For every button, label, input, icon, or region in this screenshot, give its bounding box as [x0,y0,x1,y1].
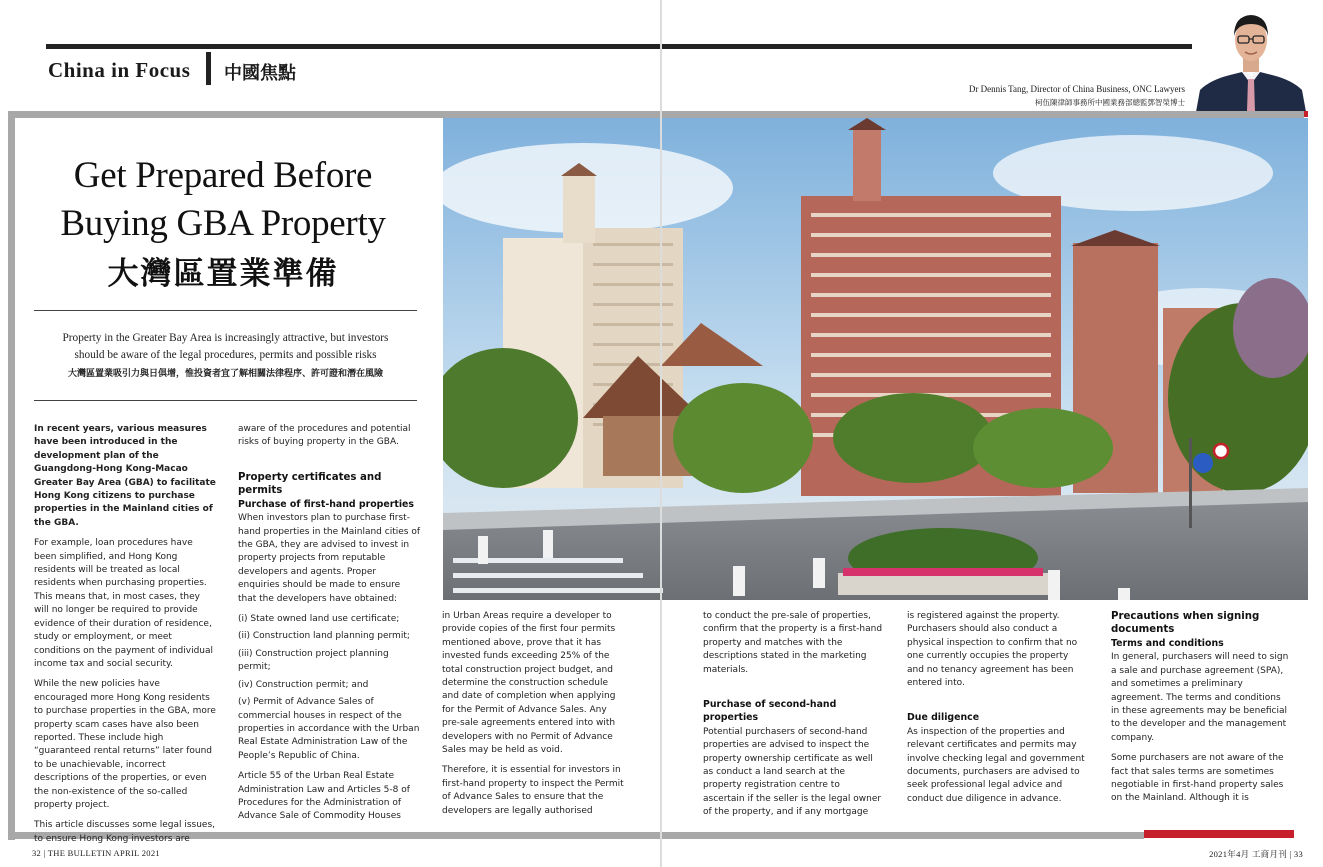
list-item: (ii) Construction land planning permit; [238,631,410,642]
body-column-2 [238,423,420,831]
footer-right-folio: 2021年4月 工商月刊 | 33 [1209,849,1303,859]
author-byline-en: Dr Dennis Tang, Director of China Business, ONC Lawyers [968,84,1185,94]
section-title-separator [206,52,211,85]
header-rule-left [46,44,660,49]
page-gutter [660,0,662,867]
section-title-cn: 中國焦點 [224,63,296,84]
author-byline-cn: 柯伍陳律師事務所中國業務部總監鄧智榮博士 [1035,98,1185,107]
body-column-1 [34,423,216,853]
spacer [907,697,1087,711]
body-column-3 [442,610,626,825]
paragraph: is registered against the property. Purchasers should also conduct a physical inspection to confirm that no one currently occupies the property and no tenancy agreement has been entered into. [907,611,1078,689]
article-subtitle-cn: 大灣區置業吸引力與日俱增，惟投資者宜了解相關法律程序、許可證和潛在風險 [67,369,383,379]
title-rule-top [34,310,417,311]
list-item: (iv) Construction permit; and [238,679,369,690]
section-title-en: China in Focus [48,58,191,82]
header-rule-right [662,44,1192,49]
body-column-5 [907,610,1087,813]
feature-photo [443,118,1308,600]
body-column-6 [1111,610,1291,813]
subsection-heading: Terms and conditions [1111,638,1224,649]
article-title-line1: Get Prepared Before [73,155,373,196]
paragraph: This article discusses some legal issues, to ensure Hong Kong investors are [34,820,216,844]
subsection-heading: Due diligence [907,712,980,724]
spacer [703,684,883,698]
paragraph: aware of the procedures and potential risks of buying property in the GBA. [238,424,411,448]
list-item: (v) Permit of Advance Sales of commercial houses in respect of the properties in accordance with the Urban Real Estate Administration Law of the People’s Republic of China. [238,697,420,761]
paragraph: As inspection of the properties and relevant certificates and permits may involve checking legal and government documents, purchasers are advised to seek professional legal advice and conduct due diligence in advance. [907,726,1085,804]
paragraph: When investors plan to purchase first-hand properties in the Mainland cities of the GBA, they are advised to invest in property projects from reputable developers and agents. Proper enquiries should be made to ensure that the developers have obtained: [238,513,420,604]
paragraph: in Urban Areas require a developer to provide copies of the first four permits mentioned above, prove that it has invested funds exceeding 25% of the total construction project budget, and determine the construction schedule and date of completion when applying for the Permit of Advance Sales. Any pre-sale agreements entered into with developers with no Permit of Advance Sales may be held as void. [442,611,616,756]
paragraph: In general, purchasers will need to sign a sale and purchase agreement (SPA), and sometimes a preliminary agreement. The terms and conditions in these agreements may be beneficial to the developer and the management company. [1111,652,1289,743]
paragraph: While the new policies have encouraged more Hong Kong residents to purchase properties in the GBA, more property scam cases have also been reported. These include high “guaranteed rental returns” later found to be unachievable, incorrect descriptions of the properties, or even the non-existence of the so-called property project. [34,679,216,810]
article-title-cn: 大灣區置業準備 [107,256,339,292]
article-subtitle [34,330,417,364]
paragraph: For example, loan procedures have been simplified, and Hong Kong residents will be treated as local residents when purchasing properties. This means that, in most cases, they will no longer be required to provide evidence of their duration of residence, study or employment, or meet conditions on the payment of individual income tax and social security. [34,538,214,669]
author-portrait [1196,2,1306,112]
article-title-line2: Buying GBA Property [60,203,386,244]
footer-left-folio: 32 | THE BULLETIN APRIL 2021 [32,848,160,858]
frame-accent-bar [1144,830,1294,838]
paragraph: Potential purchasers of second-hand properties are advised to inspect the property ownership certificate as well as conduct a land search at the property registration centre to ascertain if the seller is the legal owner of the property, and if any mortgage [703,726,882,818]
section-heading: Property certificates and permits [238,471,382,496]
paragraph: Therefore, it is essential for investors in first-hand property to inspect the Permit of Advance Sales to ensure that the developers are legally authorised [442,765,624,816]
spacer [238,457,420,471]
paragraph: to conduct the pre-sale of properties, confirm that the property is a first-hand property and matches with the descriptions stated in the marketing materials. [703,611,883,675]
paragraph: Article 55 of the Urban Real Estate Administration Law and Articles 5-8 of Procedures for the Administration of Advance Sale of Commodity Houses [238,771,410,822]
list-item: (iii) Construction project planning permit; [238,648,389,673]
article-subtitle-line1: Property in the Greater Bay Area is increasingly attractive, but investors [62,332,389,344]
list-item: (i) State owned land use certificate; [238,614,400,625]
title-rule-bottom [34,400,417,401]
paragraph: Some purchasers are not aware of the fact that sales terms are sometimes negotiable in first-hand property sales on the Mainland. Although it is [1111,753,1284,804]
body-column-4 [703,610,883,827]
article-title [30,152,416,248]
article-subtitle-line2: should be aware of the legal procedures, permits and possible risks [74,349,377,361]
section-heading: Precautions when signing documents [1111,611,1260,635]
subsection-heading: Purchase of first-hand properties [238,498,414,510]
subsection-heading: Purchase of second-hand properties [703,699,837,724]
lead-paragraph: In recent years, various measures have been introduced in the development plan of the Guangdong-Hong Kong-Macao Greater Bay Area (GBA) to facilitate Hong Kong citizens to purchase properties in the Mainland cities of the GBA. [34,424,216,528]
